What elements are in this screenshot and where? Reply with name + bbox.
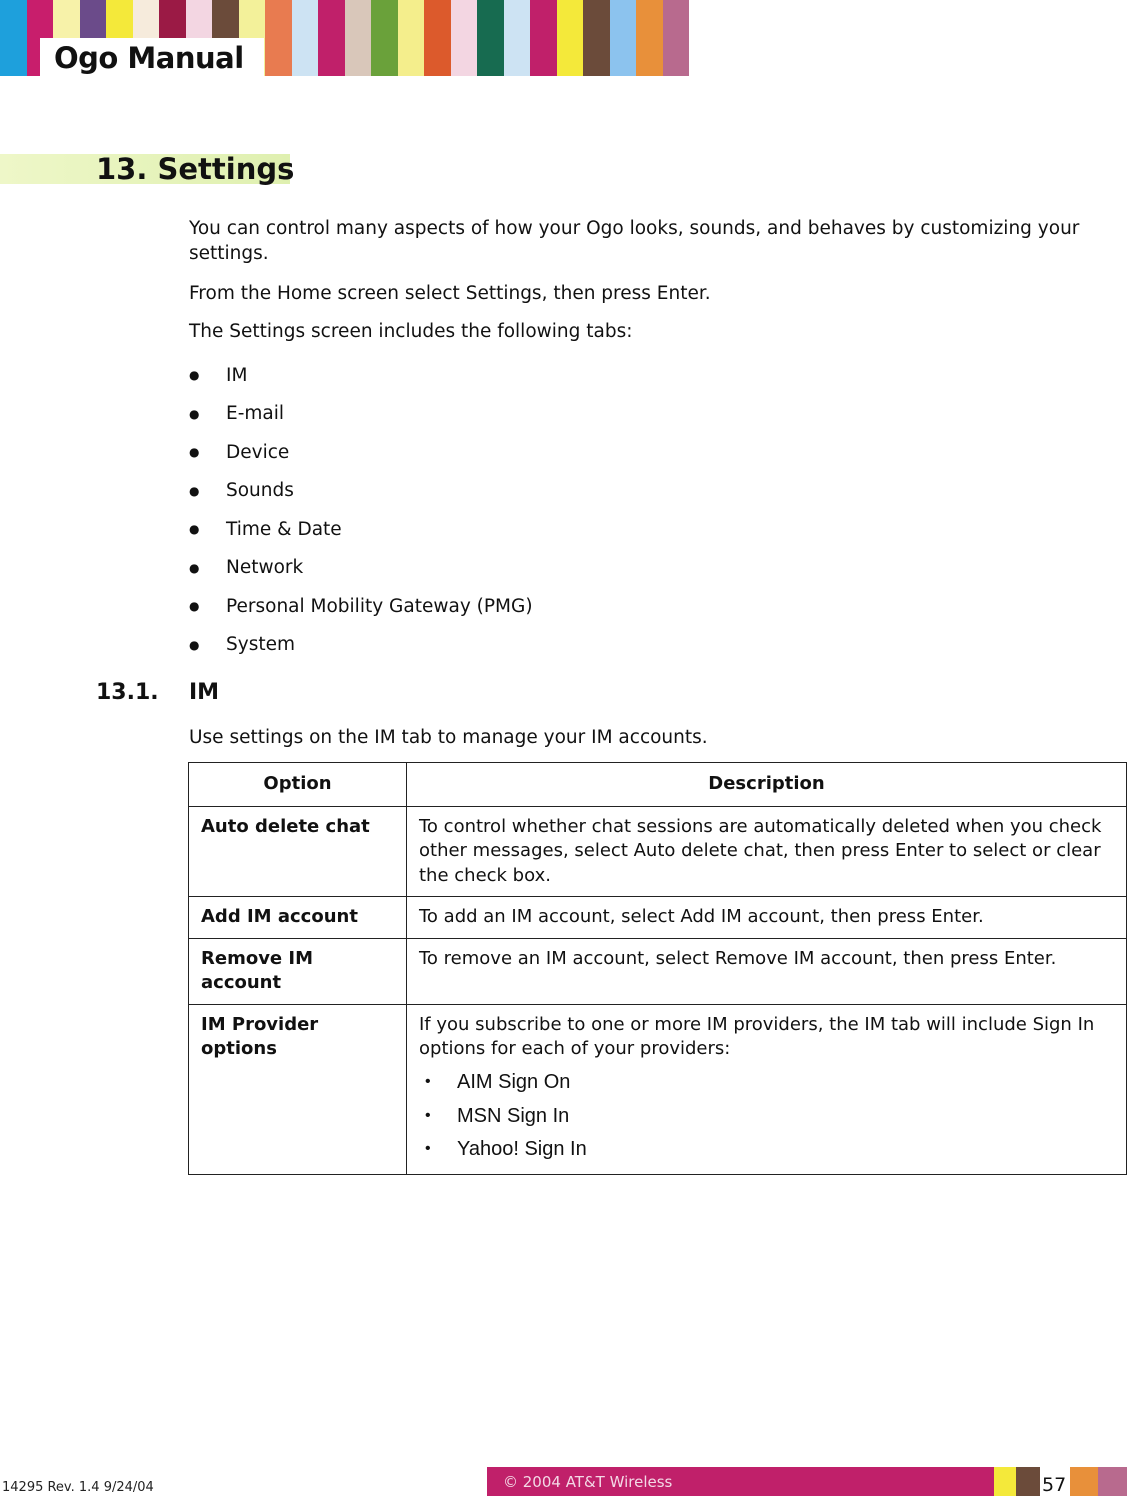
- list-item: [419, 1066, 1114, 1100]
- stripe: [477, 0, 504, 76]
- subsection-intro: Use settings on the IM tab to manage your IM accounts.: [189, 727, 708, 748]
- description-cell: To remove an IM account, select Remove IM account, then press Enter.: [407, 938, 1127, 1004]
- copyright-bar: [487, 1467, 994, 1496]
- tab-name: Sounds: [226, 480, 294, 502]
- stripe: [371, 0, 398, 76]
- footer-color-block: [1098, 1467, 1127, 1496]
- bullet-icon: •: [425, 1106, 431, 1124]
- bullet-icon: ●: [189, 368, 200, 383]
- stripe: [557, 0, 584, 76]
- tabs-lead-paragraph: The Settings screen includes the following tabs:: [189, 321, 633, 342]
- tab-name: IM: [226, 364, 248, 386]
- list-item: [419, 1099, 1114, 1133]
- option-cell: Auto delete chat: [189, 806, 407, 897]
- page-number: 57: [1042, 1474, 1067, 1496]
- stripe: [292, 0, 319, 76]
- bullet-icon: ●: [189, 445, 200, 460]
- list-item: [189, 433, 533, 472]
- stripe: [0, 0, 27, 76]
- bullet-icon: ●: [189, 522, 200, 537]
- tab-name: Personal Mobility Gateway (PMG): [226, 595, 533, 617]
- settings-tabs-list: [189, 356, 533, 664]
- manual-title: Ogo Manual: [54, 41, 244, 75]
- provider-list: [419, 1066, 1114, 1167]
- bullet-icon: ●: [189, 560, 200, 575]
- tab-name: E-mail: [226, 403, 285, 425]
- option-cell: Add IM account: [189, 897, 407, 939]
- document-id: 14295 Rev. 1.4 9/24/04: [2, 1480, 154, 1495]
- table-row: [189, 806, 1127, 897]
- description-cell: To add an IM account, select Add IM account, then press Enter.: [407, 897, 1127, 939]
- tab-name: Time & Date: [226, 518, 342, 540]
- instruction-paragraph: From the Home screen select Settings, then press Enter.: [189, 283, 711, 304]
- footer-color-block: [994, 1467, 1016, 1496]
- list-item: [189, 587, 533, 626]
- list-item: [189, 549, 533, 588]
- list-item: [189, 510, 533, 549]
- footer-color-block: [1016, 1467, 1040, 1496]
- stripe: [610, 0, 637, 76]
- table-row: [189, 897, 1127, 939]
- subsection-title: IM: [189, 680, 220, 705]
- bullet-icon: ●: [189, 599, 200, 614]
- column-header-option: Option: [189, 763, 407, 807]
- manual-title-box: [40, 38, 264, 78]
- section-heading: 13. Settings: [96, 152, 295, 186]
- list-item: [189, 472, 533, 511]
- stripe: [636, 0, 663, 76]
- bullet-icon: •: [425, 1140, 431, 1157]
- table-row: [189, 1004, 1127, 1175]
- description-cell: To control whether chat sessions are automatically deleted when you check other messages, select Auto delete chat, then press Enter to select or clear the check box.: [407, 806, 1127, 897]
- description-text: If you subscribe to one or more IM providers, the IM tab will include Sign In options for each of your providers:: [419, 1013, 1095, 1059]
- provider-name: AIM Sign On: [457, 1071, 571, 1093]
- list-item: [189, 356, 533, 395]
- tab-name: Network: [226, 557, 304, 579]
- stripe: [663, 0, 690, 76]
- provider-name: MSN Sign In: [457, 1104, 570, 1127]
- table-header-row: [189, 763, 1127, 807]
- stripe: [398, 0, 425, 76]
- im-options-table: [188, 762, 1127, 1175]
- bullet-icon: ●: [189, 637, 200, 652]
- subsection-number: 13.1.: [96, 680, 159, 705]
- tab-name: System: [226, 634, 295, 656]
- stripe: [345, 0, 372, 76]
- list-item: [189, 395, 533, 434]
- stripe: [424, 0, 451, 76]
- bullet-icon: •: [425, 1073, 431, 1090]
- list-item: [419, 1133, 1114, 1167]
- column-header-description: Description: [407, 763, 1127, 807]
- stripe: [530, 0, 557, 76]
- provider-name: Yahoo! Sign In: [457, 1138, 587, 1160]
- copyright-text: © 2004 AT&T Wireless: [503, 1472, 673, 1491]
- stripe: [504, 0, 531, 76]
- list-item: [189, 626, 533, 665]
- option-cell: IM Provider options: [189, 1004, 407, 1175]
- tab-name: Device: [226, 441, 290, 463]
- stripe: [265, 0, 292, 76]
- intro-paragraph: You can control many aspects of how your Ogo looks, sounds, and behaves by customizing your settings.: [189, 218, 1080, 264]
- description-cell: [407, 1004, 1127, 1175]
- bullet-icon: ●: [189, 483, 200, 498]
- stripe: [451, 0, 478, 76]
- table-row: [189, 938, 1127, 1004]
- option-cell: Remove IM account: [189, 938, 407, 1004]
- stripe: [583, 0, 610, 76]
- stripe: [318, 0, 345, 76]
- footer-color-block: [1070, 1467, 1098, 1496]
- bullet-icon: ●: [189, 406, 200, 421]
